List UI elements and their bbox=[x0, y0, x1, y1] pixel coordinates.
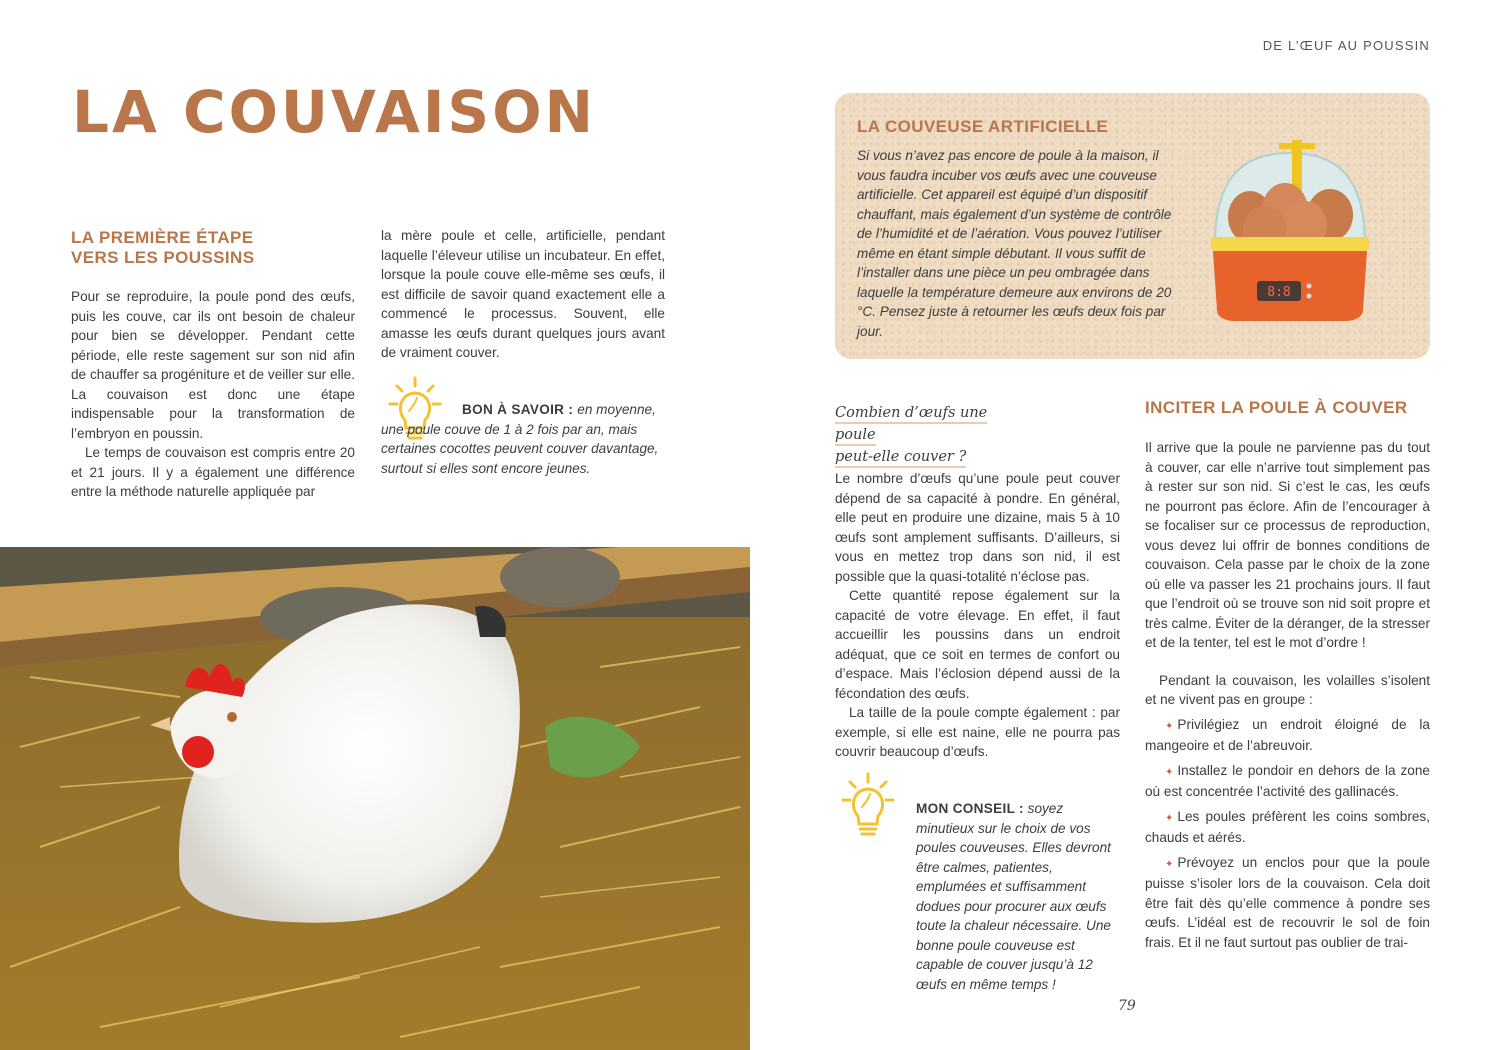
paragraph: Pour se reproduire, la poule pond des œufs, puis les couve, car ils ont besoin de chaleur pour bien se développer. Pendant cette période, elle reste sagement sur son nid afin de chauffer sa progéniture et de veiller sur elle. La couvaison est donc une étape indispensable pour la transformation de l’embryon en poussin. bbox=[71, 289, 355, 441]
paragraph: La taille de la poule compte également : par exemple, si elle est naine, elle ne pourra pas couvrir beaucoup d’œufs. bbox=[835, 705, 1120, 759]
column-4 bbox=[1145, 438, 1430, 957]
list-item: ✦ Prévoyez un enclos pour que la poule puisse s’isoler lors de la couvaison. Cela doit être fait dès qu’elle commence à pondre ses œufs. L’idéal est de recouvrir le sol de foin frais. Et il ne faut surtout pas oublier de trai- bbox=[1145, 854, 1430, 950]
paragraph: Pendant la couvaison, les volailles s’isolent et ne vivent pas en groupe : bbox=[1145, 672, 1430, 707]
page-title: LA COUVAISON bbox=[72, 78, 597, 146]
tip-body: soyez minutieux sur le choix de vos poules couveuses. Elles devront être calmes, patientes, emplumées et suffisamment dodues pour procurer aux œufs toute la chaleur nécessaire. Une bonne poule couveuse est capable de couver jusqu’à 12 œufs en même temps ! bbox=[916, 801, 1111, 992]
paragraph: Cette quantité repose également sur la capacité de votre élevage. En effet, il faut accueillir les poussins dans un endroit adéquat, que ce soit en termes de confort ou d’espace. Mais l’éclosion dépend aussi de la fécondation des œufs. bbox=[835, 588, 1120, 701]
tip-text bbox=[381, 400, 666, 478]
section-heading-line2: VERS LES POUSSINS bbox=[71, 248, 255, 267]
column-1 bbox=[71, 287, 355, 502]
question-heading bbox=[835, 402, 1025, 468]
question-line1: Combien d’œufs une poule bbox=[835, 405, 987, 446]
list-item: ✦ Privilégiez un endroit éloigné de la mangeoire et de l’abreuvoir. bbox=[1145, 716, 1430, 753]
bullet-icon: ✦ bbox=[1165, 766, 1174, 778]
paragraph: Le nombre d’œufs qu’une poule peut couver dépend de sa capacité à pondre. En général, elle peut en produire une dizaine, mais 5 à 10 œufs sont amplement suffisants. D’ailleurs, si vous en mettez trop dans son nid, il est possible que la quasi-totalité n’éclose pas. bbox=[835, 471, 1120, 584]
incubator-illustration bbox=[1205, 135, 1375, 330]
bullet-icon: ✦ bbox=[1165, 812, 1174, 824]
incubator-display: 8:8 bbox=[1267, 285, 1291, 300]
paragraph: la mère poule et celle, artificielle, pendant laquelle l’éleveur utilise un incubateur. En effet, lorsque la poule couve elle-même ses œufs, il est difficile de savoir quand exactement elle a commencé le processus. Souvent, elle amasse les œufs durant quelques jours avant de vraiment couver. bbox=[381, 228, 665, 360]
paragraph: Le temps de couvaison est compris entre 20 et 21 jours. Il y a également une différence entre la méthode naturelle appliquée par bbox=[71, 445, 355, 499]
bullet-list bbox=[1145, 715, 1430, 953]
box-text: Si vous n’avez pas encore de poule à la maison, il vous faudra incuber vos œufs avec une couveuse artificielle. Cet appareil est équipé d’un dispositif chauffant, mais également d’un système de contrôle de l’humidité et de l’aération. Vous pouvez l’utiliser même en étant simple débutant. Il vous suffit de l’installer dans une pièce un peu ombragée dans laquelle la température demeure aux environs de 20 °C. Pensez juste à retourner les œufs deux fois par jour. bbox=[857, 148, 1172, 339]
page-number: 79 bbox=[1118, 998, 1136, 1014]
section-heading bbox=[71, 228, 254, 268]
tip-label: BON À SAVOIR : bbox=[462, 402, 578, 417]
paragraph: Il arrive que la poule ne parvienne pas du tout à couver, car elle n’arrive tout simplement pas à rester sur son nid. Si c’est le cas, les œufs ne pourront pas éclore. Afin de l’encourager à se focaliser sur ce processus de reproduction, vous devez lui offrir de bonnes conditions de couvaison. Cela passe par le choix de la zone où elle va passer les 21 prochains jours. Il faut que l’endroit où se trouve son nid soit propre et très calme. Éviter de la déranger, de la stresser et de la tenter, tel est le mot d’ordre ! bbox=[1145, 440, 1430, 650]
tip-box-2 bbox=[835, 799, 1120, 994]
hen-photo bbox=[0, 547, 750, 1050]
list-item: ✦ Les poules préfèrent les coins sombres, chauds et aérés. bbox=[1145, 808, 1430, 845]
section-heading: INCITER LA POULE À COUVER bbox=[1145, 398, 1408, 417]
column-2 bbox=[381, 226, 665, 363]
column-3 bbox=[835, 469, 1120, 762]
running-head: DE L’ŒUF AU POUSSIN bbox=[1262, 38, 1430, 53]
tip-body: en moyenne, une poule couve de 1 à 2 fois par an, mais certaines cocottes peuvent couver davantage, surtout si elles sont encore jeunes. bbox=[381, 402, 659, 476]
box-title: LA COUVEUSE ARTIFICIELLE bbox=[857, 117, 1109, 136]
bullet-icon: ✦ bbox=[1165, 858, 1174, 870]
list-item: ✦ Installez le pondoir en dehors de la zone où est concentrée l’activité des gallinacés. bbox=[1145, 762, 1430, 799]
section-heading-line1: LA PREMIÈRE ÉTAPE bbox=[71, 228, 254, 247]
bullet-icon: ✦ bbox=[1165, 720, 1174, 732]
question-line2: peut-elle couver ? bbox=[835, 449, 966, 468]
tip-label: MON CONSEIL : bbox=[916, 801, 1024, 816]
